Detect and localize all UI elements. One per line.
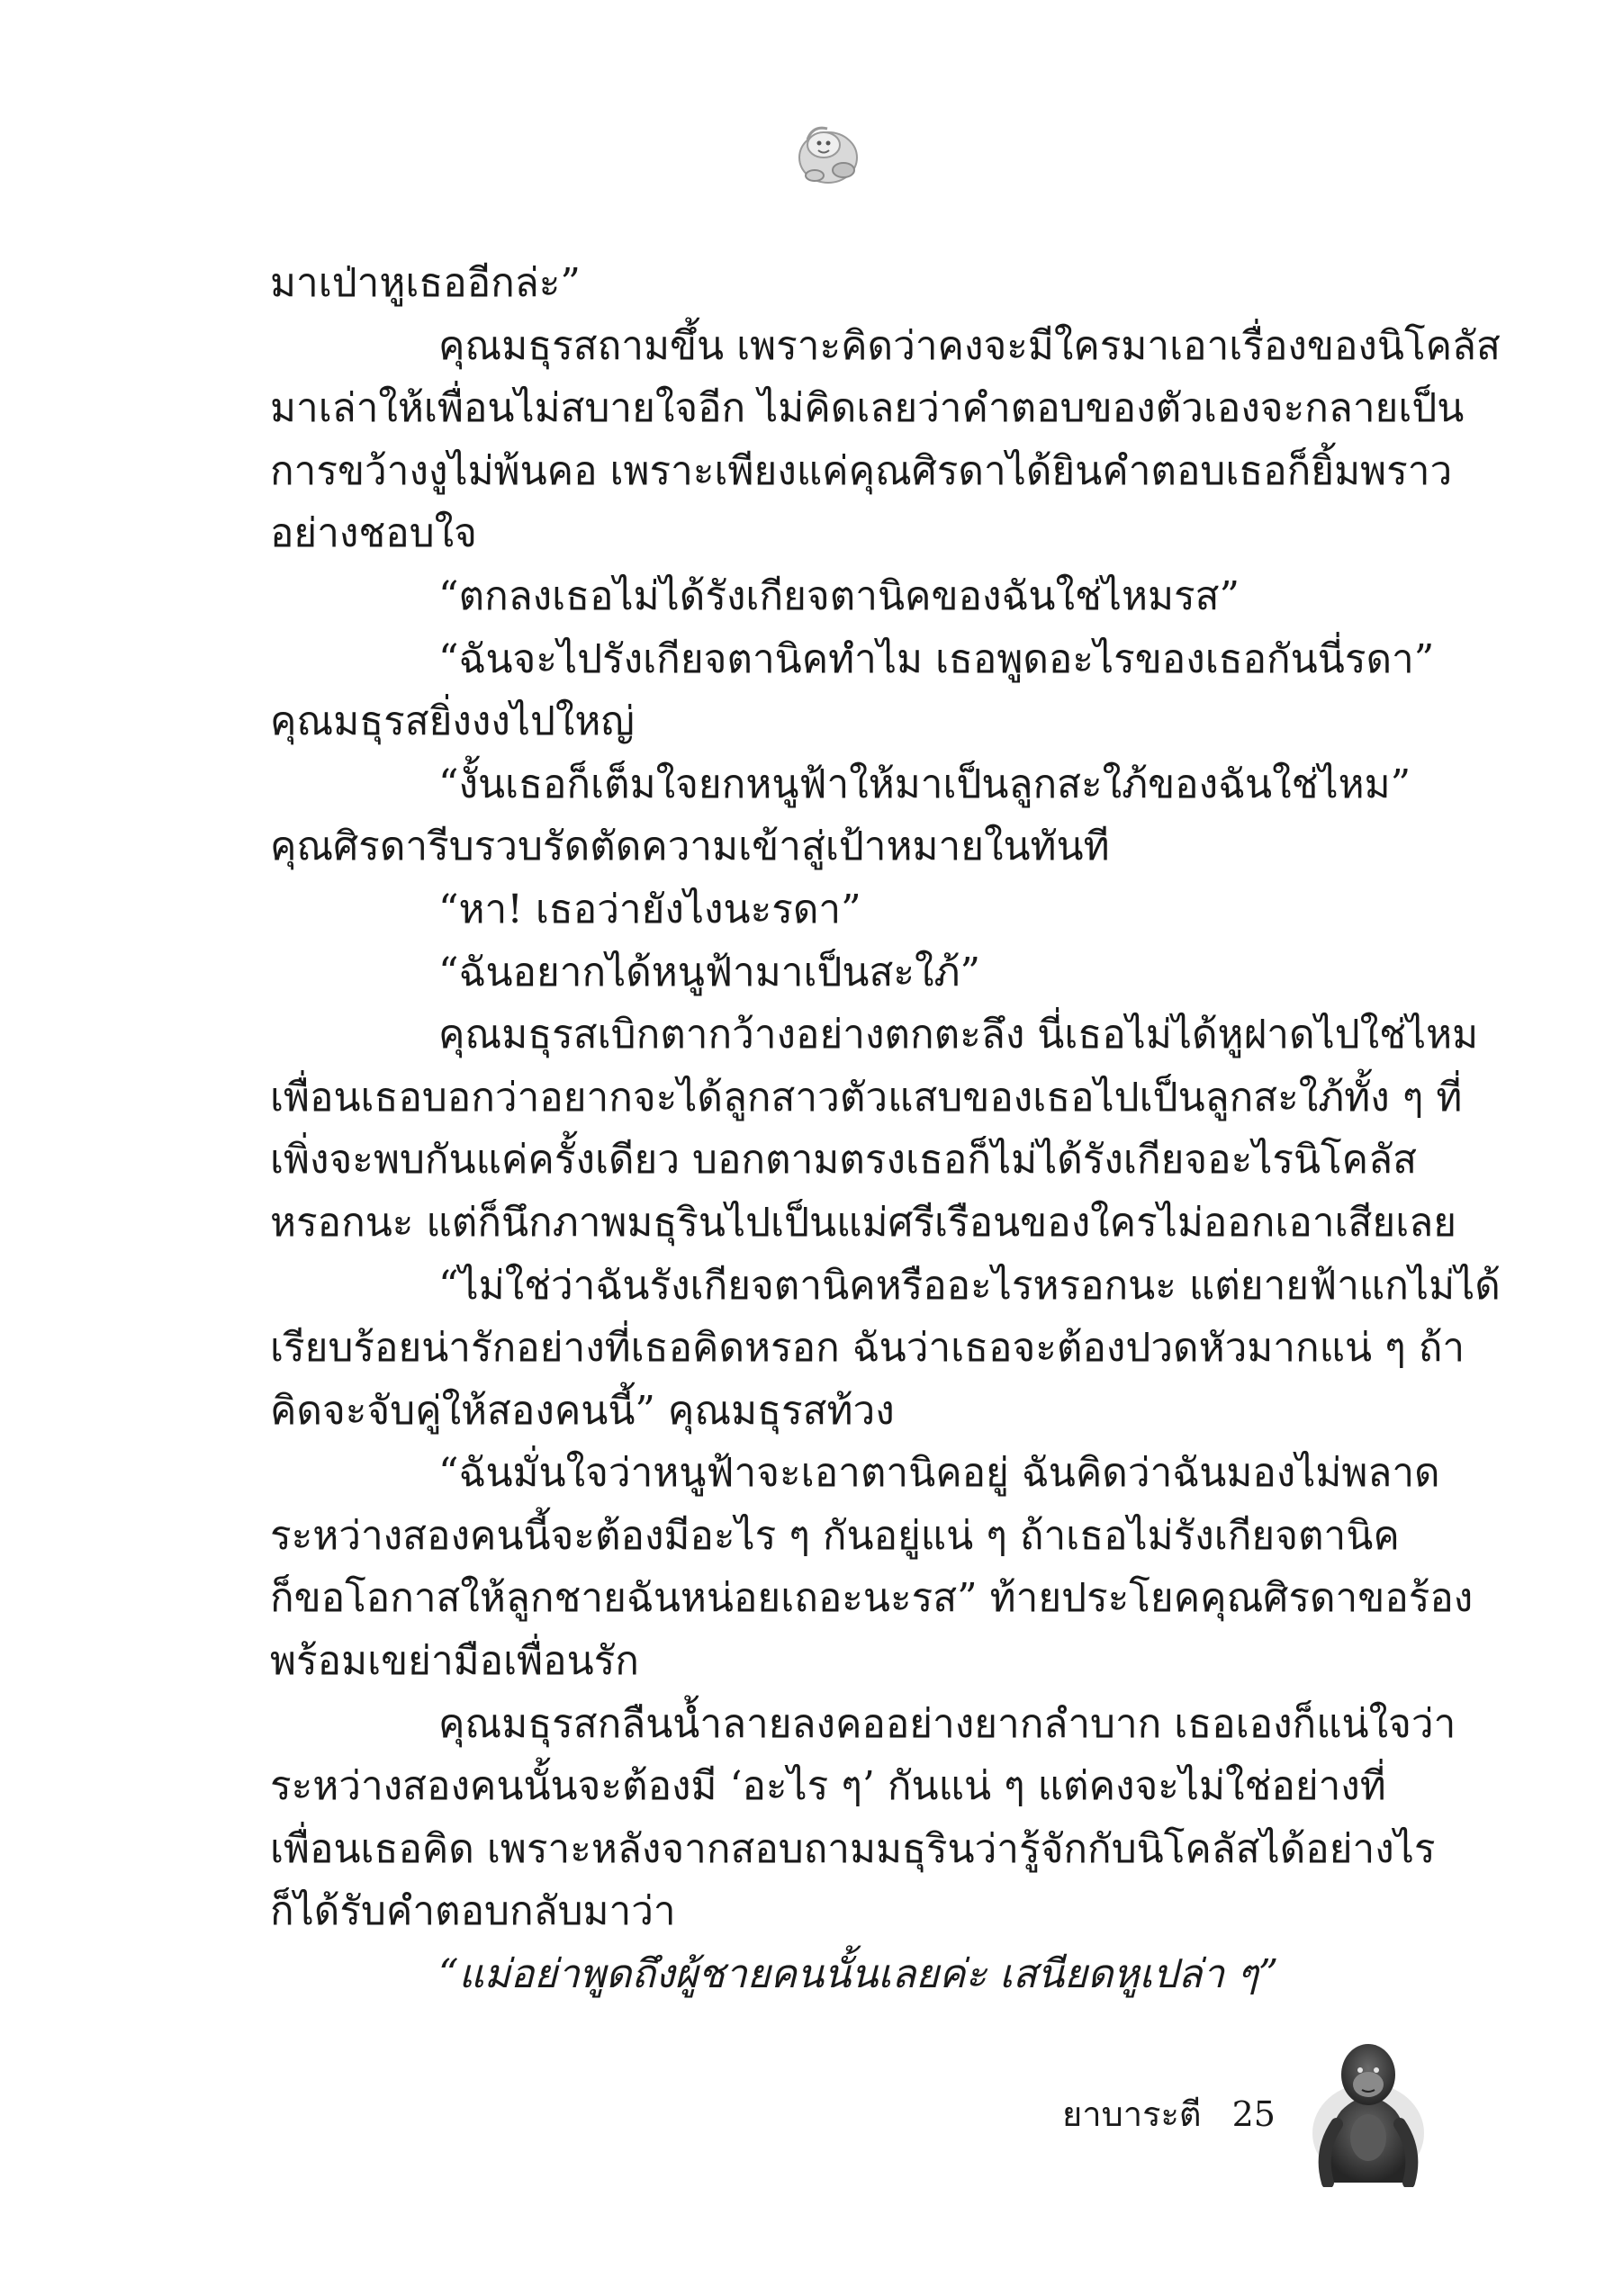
- text-line: คุณมธุรสกลืนน้ำลายลงคออย่างยากลำบาก เธอเองก็แน่ใจว่า: [438, 1700, 1456, 1747]
- text-line: ระหว่างสองคนนั้นจะต้องมี ‘อะไร ๆ’ กันแน่ ๆ แต่คงจะไม่ใช่อย่างที่: [270, 1763, 1386, 1810]
- text-line: “ฉันมั่นใจว่าหนูฟ้าจะเอาตานิคอยู่ ฉันคิดว่าฉันมองไม่พลาด: [438, 1450, 1440, 1497]
- text-line: เพื่อนเธอคิด เพราะหลังจากสอบถามมธุรินว่ารู้จักกับนิโคลัสได้อย่างไร: [270, 1825, 1436, 1872]
- text-line: เรียบร้อยน่ารักอย่างที่เธอคิดหรอก ฉันว่าเธอจะต้องปวดหัวมากแน่ ๆ ถ้า: [270, 1325, 1465, 1372]
- text-line: ก็ได้รับคำตอบกลับมาว่า: [270, 1888, 676, 1935]
- page-footer: [1062, 2086, 1276, 2141]
- text-line: มาเป่าหูเธออีกล่ะ”: [270, 260, 581, 306]
- cartoon-mascot-icon: [788, 113, 869, 194]
- text-line: เพิ่งจะพบกันแค่ครั้งเดียว บอกตามตรงเธอก็ไม่ได้รังเกียจอะไรนิโคลัส: [270, 1137, 1417, 1184]
- text-line: เพื่อนเธอบอกว่าอยากจะได้ลูกสาวตัวแสบของเธอไปเป็นลูกสะใภ้ทั้ง ๆ ที่: [270, 1074, 1463, 1121]
- text-line: “งั้นเธอก็เต็มใจยกหนูฟ้าให้มาเป็นลูกสะใภ้ของฉันใช่ไหม”: [438, 761, 1411, 807]
- text-line: พร้อมเขย่ามือเพื่อนรัก: [270, 1638, 639, 1685]
- text-line: “ฉันอยากได้หนูฟ้ามาเป็นสะใภ้”: [438, 949, 980, 995]
- text-line: คิดจะจับคู่ให้สองคนนี้” คุณมธุรสท้วง: [270, 1387, 895, 1434]
- text-line: คุณมธุรสยิ่งงงไปใหญ่: [270, 698, 635, 745]
- text-line: คุณมธุรสถามขึ้น เพราะคิดว่าคงจะมีใครมาเอาเรื่องของนิโคลัส: [438, 322, 1501, 369]
- text-line: “หา! เธอว่ายังไงนะรดา”: [438, 886, 861, 932]
- text-line: มาเล่าให้เพื่อนไม่สบายใจอีก ไม่คิดเลยว่าคำตอบของตัวเองจะกลายเป็น: [270, 385, 1465, 432]
- text-line: “ตกลงเธอไม่ได้รังเกียจตานิคของฉันใช่ไหมรส”: [438, 572, 1240, 619]
- text-line: หรอกนะ แต่ก็นึกภาพมธุรินไปเป็นแม่ศรีเรือนของใครไม่ออกเอาเสียเลย: [270, 1199, 1456, 1246]
- text-line: อย่างชอบใจ: [270, 510, 477, 557]
- page-number: 25: [1231, 2094, 1276, 2134]
- text-line: “แม่อย่าพูดถึงผู้ชายคนนั้นเลยค่ะ เสนียดหูเปล่า ๆ”: [438, 1951, 1279, 1998]
- text-line: คุณมธุรสเบิกตากว้างอย่างตกตะลึง นี่เธอไม่ได้หูฝาดไปใช่ไหม: [438, 1012, 1479, 1058]
- text-line: “ฉันจะไปรังเกียจตานิคทำไม เธอพูดอะไรของเธอกันนี่รดา”: [438, 635, 1435, 682]
- text-line: การขว้างงูไม่พ้นคอ เพราะเพียงแค่คุณศิรดาได้ยินคำตอบเธอก็ยิ้มพราว: [270, 447, 1453, 494]
- gorilla-icon: [1292, 2025, 1445, 2187]
- text-line: คุณศิรดารีบรวบรัดตัดความเข้าสู่เป้าหมายในทันที: [270, 824, 1110, 870]
- text-line: ก็ขอโอกาสให้ลูกชายฉันหน่อยเถอะนะรส” ท้ายประโยคคุณศิรดาขอร้อง: [270, 1575, 1474, 1622]
- text-line: ระหว่างสองคนนี้จะต้องมีอะไร ๆ กันอยู่แน่ ๆ ถ้าเธอไม่รังเกียจตานิค: [270, 1512, 1400, 1559]
- body-text: [270, 252, 1501, 2006]
- text-line: “ไม่ใช่ว่าฉันรังเกียจตานิคหรืออะไรหรอกนะ แต่ยายฟ้าแกไม่ได้: [438, 1262, 1501, 1309]
- running-title: ยาบาระตี: [1062, 2094, 1202, 2134]
